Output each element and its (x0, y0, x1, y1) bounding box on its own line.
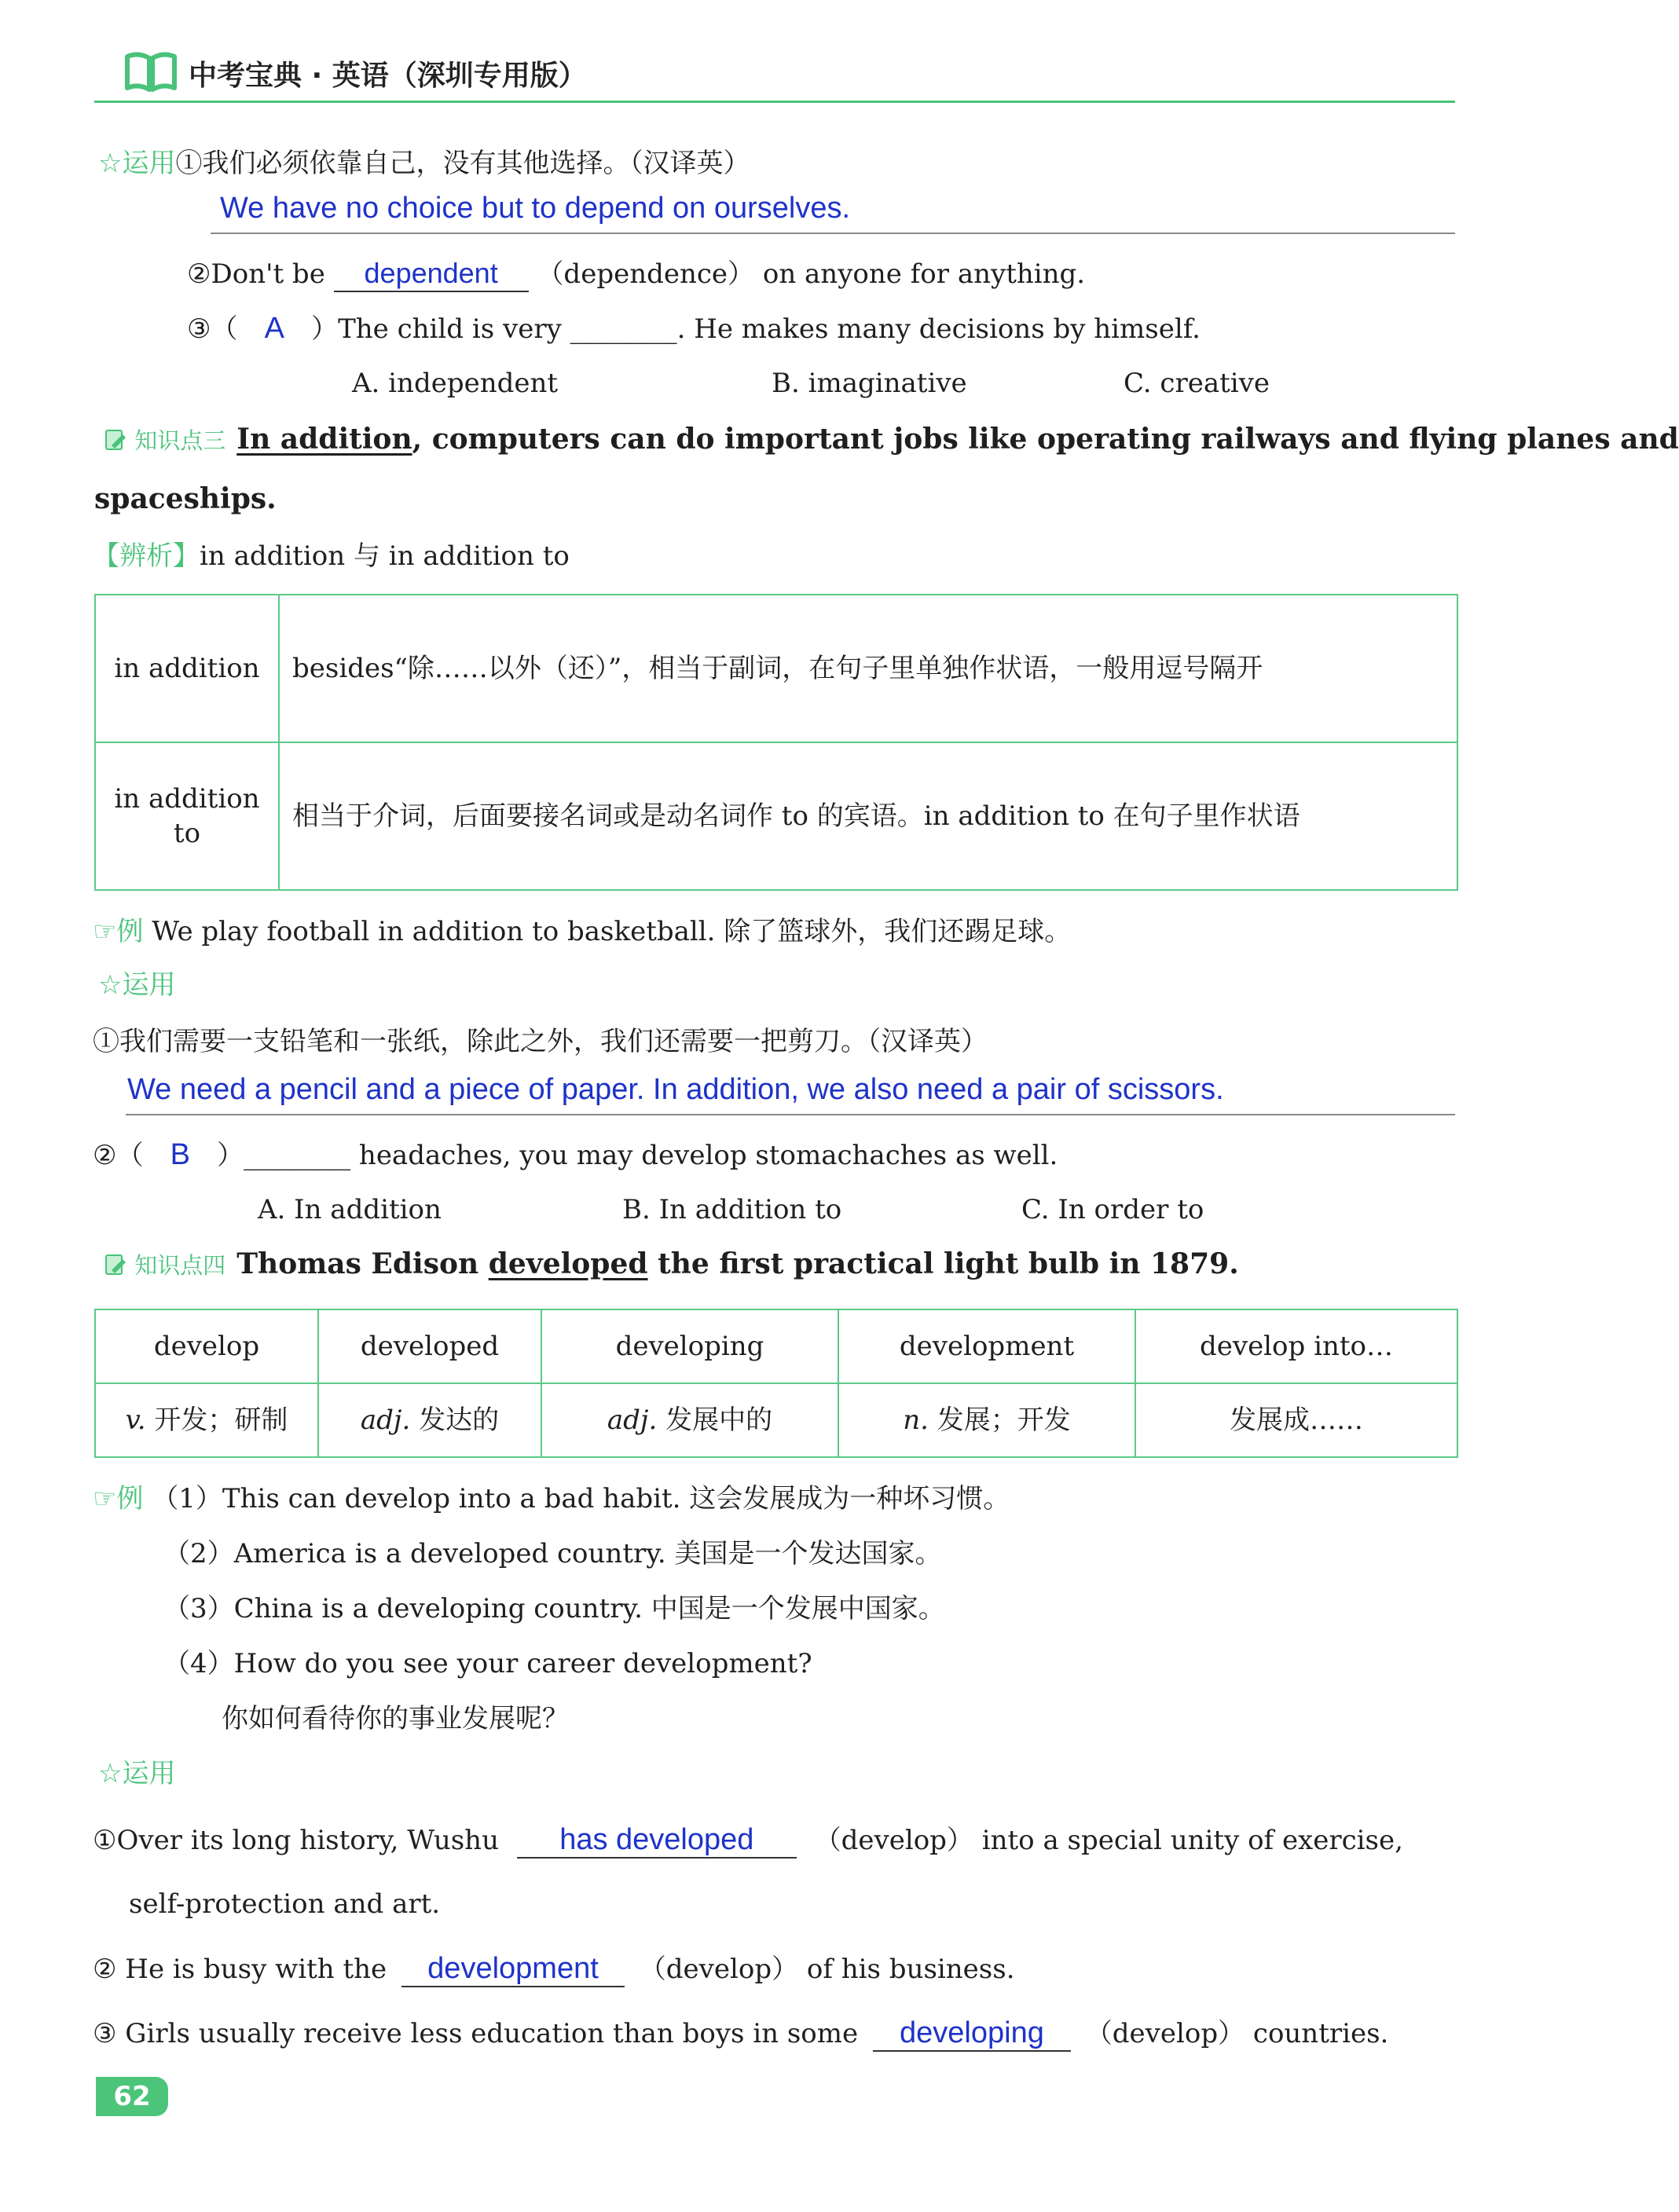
table-row (95, 1383, 1457, 1457)
kp4-heading: 知识点四 Thomas Edison developed the first practical light bulb in 1879. (104, 1247, 1239, 1280)
yongyong-label-3: ☆运用 (98, 1758, 176, 1789)
sec1-q2-blank: dependent (334, 256, 529, 292)
header-rule (94, 101, 1455, 103)
kp4-example-3: （3）China is a developing country. 中国是一个发展中国家。 (163, 1593, 945, 1624)
answer-line (126, 1114, 1455, 1115)
kp3-desc-1: besides“除……以外（还）”，相当于副词，在句子里单独作状语，一般用逗号隔开 (279, 595, 1457, 742)
sec1-q3-option-b: B. imaginative (772, 368, 967, 399)
kp3-heading (104, 423, 1679, 456)
sec1-q1-prompt: ①我们必须依靠自己，没有其他选择。（汉译英） (175, 148, 750, 179)
kp3-q2-option-c: C. In order to (1021, 1194, 1204, 1225)
yongyong-label-2: ☆运用 (98, 969, 176, 1001)
sec1-q3: ③（ A ）The child is very ________. He makes many decisions by himself. (187, 312, 1201, 345)
kp4-word-3: developing (541, 1309, 838, 1383)
kp4-example-2: （2）America is a developed country. 美国是一个发达国家。 (163, 1538, 942, 1569)
kp3-q2-option-a: A. In addition (258, 1194, 442, 1225)
table-row (95, 595, 1457, 742)
kp4-meaning-1: v. 开发；研制 (95, 1383, 318, 1457)
kp4-example-4-translation: 你如何看待你的事业发展呢？ (222, 1703, 569, 1734)
sec1-q1-answer: We have no choice but to depend on ourselves. (220, 192, 851, 225)
kp4-q2: ② He is busy with the development （develop） of his business. (93, 1951, 1015, 1987)
kp4-meaning-2: adj. 发达的 (318, 1383, 541, 1457)
kp3-desc-2: 相当于介词，后面要接名词或是动名词作 to 的宾语。in addition to 在句子里作状语 (279, 742, 1457, 890)
kp3-q1-answer: We need a pencil and a piece of paper. In addition, we also need a pair of scissors. (127, 1073, 1224, 1106)
header-title: 中考宝典 · 英语（深圳专用版） (189, 60, 587, 92)
pencil-note-icon (104, 1253, 127, 1276)
kp4-q3-blank: developing (873, 2016, 1071, 2052)
kp4-example-4: （4）How do you see your career development? (163, 1648, 812, 1679)
kp3-bianxi: 【辨析】in addition 与 in addition to (93, 540, 570, 572)
kp4-word-1: develop (95, 1309, 318, 1383)
kp3-q2-answer: B (170, 1138, 190, 1171)
table-row (95, 742, 1457, 890)
hand-pointer-icon: ☞ (93, 1483, 117, 1514)
kp3-example: ☞例 We play football in addition to basketball. 除了篮球外，我们还踢足球。 (93, 916, 1072, 947)
kp4-q1: ①Over its long history, Wushu has developed （develop） into a special unity of exercise, (93, 1822, 1403, 1859)
pencil-note-icon (104, 428, 127, 452)
kp4-word-5: develop into… (1135, 1309, 1457, 1383)
kp4-tag: 知识点四 (104, 1248, 225, 1280)
kp3-tag: 知识点三 (104, 423, 225, 456)
hand-pointer-icon: ☞ (93, 916, 117, 947)
kp3-sentence: , computers can do important jobs like operating railways and flying planes and (412, 423, 1679, 456)
sec1-q2: ②Don't be dependent （dependence） on anyone for anything. (187, 256, 1085, 292)
kp3-term-1: in addition (95, 595, 279, 742)
kp3-table (94, 594, 1458, 891)
kp4-meaning-3: adj. 发展中的 (541, 1383, 838, 1457)
kp4-q1-blank: has developed (517, 1822, 797, 1859)
kp3-q1-prompt: ①我们需要一支铅笔和一张纸，除此之外，我们还需要一把剪刀。（汉译英） (93, 1026, 988, 1057)
kp3-phrase: In addition (236, 423, 412, 456)
kp4-table (94, 1309, 1458, 1458)
kp3-sentence-cont: spaceships. (94, 482, 277, 515)
kp3-q2-option-b: B. In addition to (622, 1194, 842, 1225)
open-book-icon (123, 49, 179, 94)
kp4-phrase: developed (488, 1247, 648, 1280)
page-number: 62 (96, 2077, 168, 2116)
kp4-word-2: developed (318, 1309, 541, 1383)
kp4-q3: ③ Girls usually receive less education than boys in some developing （develop） countries. (93, 2016, 1388, 2052)
kp3-term-2: in addition to (95, 742, 279, 890)
kp3-q2: ②（ B ）________ headaches, you may develop stomachaches as well. (93, 1138, 1058, 1171)
sec1-q3-option-a: A. independent (352, 368, 559, 399)
kp4-word-4: development (838, 1309, 1135, 1383)
answer-line (211, 233, 1455, 234)
kp4-meaning-5: 发展成…… (1135, 1383, 1457, 1457)
yongyong-label-1: ☆运用①我们必须依靠自己，没有其他选择。（汉译英） (98, 148, 750, 179)
kp4-meaning-4: n. 发展；开发 (838, 1383, 1135, 1457)
header (119, 49, 1479, 104)
kp4-q2-blank: development (401, 1951, 625, 1987)
sec1-q3-option-c: C. creative (1124, 368, 1270, 399)
sec1-q3-answer: A (264, 312, 284, 345)
kp4-q1-cont: self-protection and art. (129, 1888, 441, 1920)
kp4-example-1: ☞例 （1）This can develop into a bad habit. 这会发展成为一种坏习惯。 (93, 1483, 1010, 1514)
table-row (95, 1309, 1457, 1383)
